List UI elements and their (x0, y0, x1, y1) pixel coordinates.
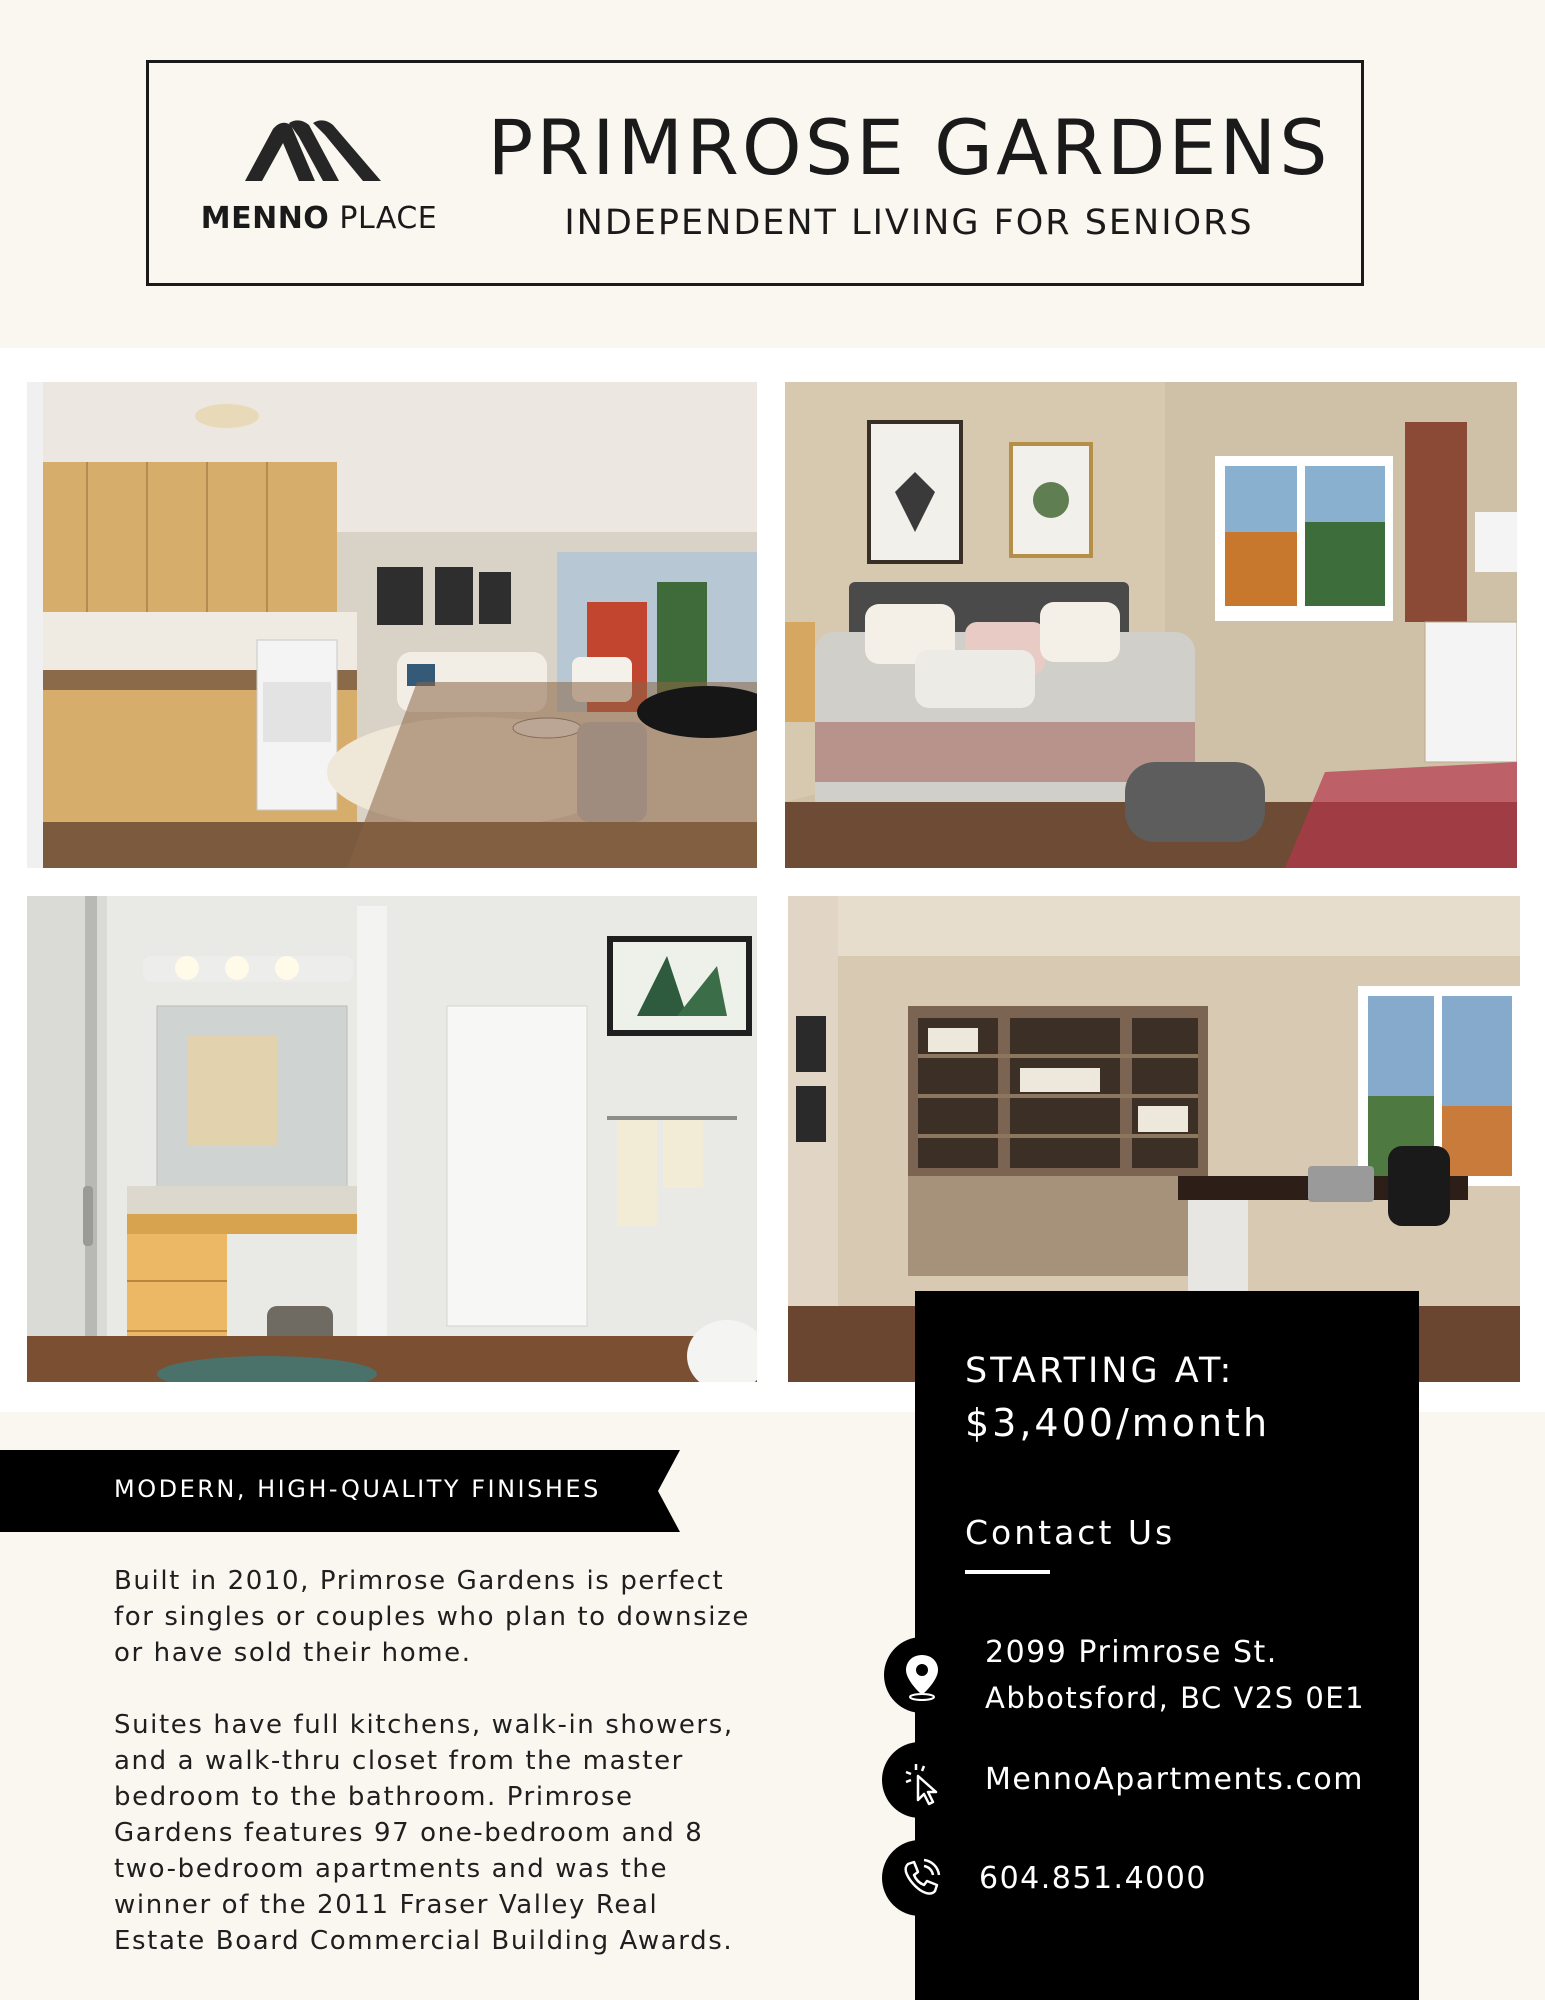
page-title: PRIMROSE GARDENS (487, 103, 1331, 192)
suites-paragraph: Suites have full kitchens, walk-in showers, and a walk-thru closet from the master bedroom to the bathroom. Primrose Gardens features 97 one-bedroom and 8 two-bedroom apartments and was the winner of the 2011 Fraser Valley Real Estate Board Commercial Building Awards. (114, 1710, 734, 1956)
intro-paragraph: Built in 2010, Primrose Gardens is perfect for singles or couples who plan to downsize or have sold their home. (114, 1566, 750, 1668)
cursor-click-icon (882, 1742, 958, 1818)
photo-kitchen-living (27, 382, 757, 868)
address-line-1: 2099 Primrose St. (985, 1635, 1278, 1670)
contact-heading: Contact Us (965, 1513, 1176, 1552)
phone-number[interactable]: 604.851.4000 (979, 1861, 1207, 1896)
page-subtitle: INDEPENDENT LIVING FOR SENIORS (564, 203, 1254, 243)
photo-bedroom (785, 382, 1517, 868)
contact-underline (965, 1570, 1050, 1574)
website-link[interactable]: MennoApartments.com (985, 1762, 1364, 1797)
logo-wordmark (199, 201, 439, 236)
starting-at-label: STARTING AT: (965, 1351, 1235, 1391)
logo-bold-word: MENNO (200, 201, 330, 236)
contact-panel (915, 1291, 1419, 2000)
phone-icon (882, 1840, 958, 1916)
menno-place-logo-mark (245, 119, 381, 183)
header-band (0, 0, 1545, 348)
photo-bathroom (27, 896, 757, 1382)
address-line-2: Abbotsford, BC V2S 0E1 (985, 1681, 1366, 1715)
ribbon-label: MODERN, HIGH-QUALITY FINISHES (114, 1475, 601, 1503)
title-box (146, 60, 1364, 286)
photo-band (0, 348, 1545, 1412)
logo-light-word: PLACE (339, 201, 438, 236)
price-value: $3,400/month (965, 1401, 1271, 1445)
location-pin-icon (884, 1637, 960, 1713)
features-ribbon (0, 1450, 680, 1532)
